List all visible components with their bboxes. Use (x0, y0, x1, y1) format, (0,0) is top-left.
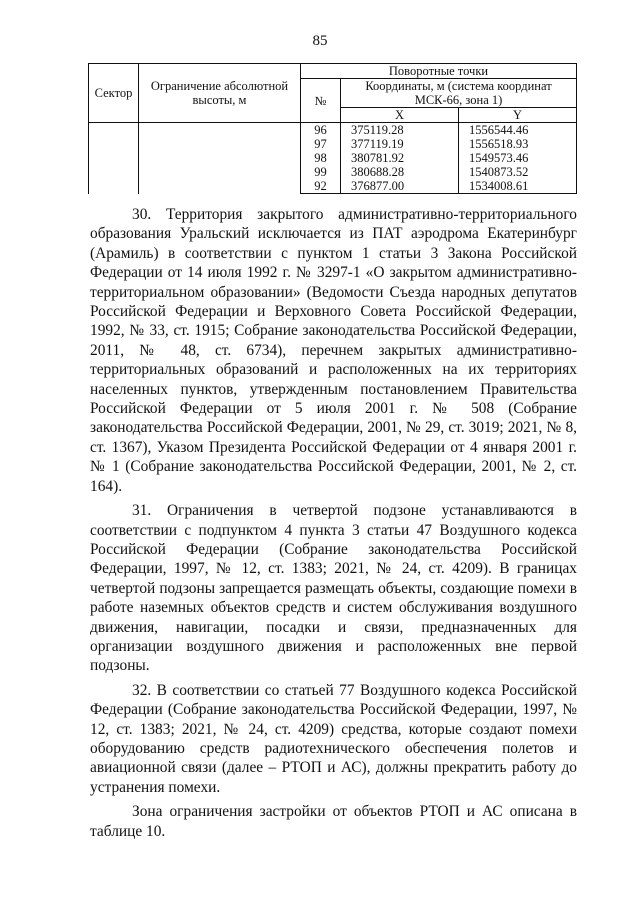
height-limit-cell (139, 123, 301, 194)
x-coordinate: 375119.28 (341, 123, 459, 138)
x-coordinate: 376877.00 (341, 179, 459, 194)
point-number: 96 (301, 123, 341, 138)
x-coordinate: 377119.19 (341, 137, 459, 151)
header-sector: Сектор (89, 64, 139, 123)
header-coordinates: Координаты, м (система координат МСК-66, зона 1) (341, 79, 577, 108)
y-coordinate: 1556544.46 (459, 123, 577, 138)
y-coordinate: 1556518.93 (459, 137, 577, 151)
y-coordinate: 1549573.46 (459, 151, 577, 165)
point-number: 97 (301, 137, 341, 151)
document-body (90, 205, 577, 846)
paragraph-31: 31. Ограничения в четвертой подзоне устанавливаются в соответствии с подпунктом 4 пункта 3 статьи 47 Воздушного кодекса Российской Федерации (Собрание законодательства Российской Федерации, 1997, № 12, ст. 1383; 2021, № 24, ст. 4209). В границах четвертой подзоны запрещается размещать объекты, создающие помехи в работе наземных объектов средств и систем обслуживания воздушного движения, навигации, посадки и связи, предназначенных для организации воздушного движения и расположенных вне первой подзоны. (90, 502, 577, 675)
point-number: 98 (301, 151, 341, 165)
x-coordinate: 380781.92 (341, 151, 459, 165)
sector-cell (89, 123, 139, 194)
y-coordinate: 1534008.61 (459, 179, 577, 194)
header-x: X (341, 108, 459, 123)
x-coordinate: 380688.28 (341, 165, 459, 179)
paragraph-32: 32. В соответствии со статьей 77 Воздушного кодекса Российской Федерации (Собрание законодательства Российской Федерации, 1997, № 12, ст. 1383; 2021, № 24, ст. 4209) средства, которые создают помехи оборудованию средств радиотехнического обеспечения полетов и авиационной связи (далее – РТОП и АС), должны прекратить работу до устранения помехи. (90, 681, 577, 796)
page-number: 85 (312, 33, 328, 49)
header-turning-points: Поворотные точки (301, 64, 577, 79)
paragraph-table-reference: Зона ограничения застройки от объектов РТОП и АС описана в таблице 10. (90, 803, 577, 840)
coordinates-table (88, 63, 577, 194)
y-coordinate: 1540873.52 (459, 165, 577, 179)
table-row (89, 123, 577, 138)
point-number: 92 (301, 179, 341, 194)
header-number: № (301, 79, 341, 123)
point-number: 99 (301, 165, 341, 179)
header-y: Y (459, 108, 577, 123)
header-height-limit: Ограничение абсолютной высоты, м (139, 64, 301, 123)
paragraph-30: 30. Территория закрытого административно-территориального образования Уральский исключается из ПАТ аэродрома Екатеринбург (Арамиль) в соответствии с пунктом 1 статьи 3 Закона Российской Федерации от 14 июля 1992 г. № 3297-1 «О закрытом административно-территориальном образовании» (Ведомости Съезда народных депутатов Российской Федерации и Верховного Совета Российской Федерации, 1992, № 33, ст. 1915; Собрание законодательства Российской Федерации, 2011, № 48, ст. 6734), перечнем закрытых административно-территориальных образований и расположенных на их территориях населенных пунктов, утвержденным постановлением Правительства Российской Федерации от 5 июля 2001 г. № 508 (Собрание законодательства Российской Федерации, 2001, № 29, ст. 3019; 2021, № 8, ст. 1367), Указом Президента Российской Федерации от 4 января 2001 г. № 1 (Собрание законодательства Российской Федерации, 2001, № 2, ст. 164). (90, 206, 577, 495)
